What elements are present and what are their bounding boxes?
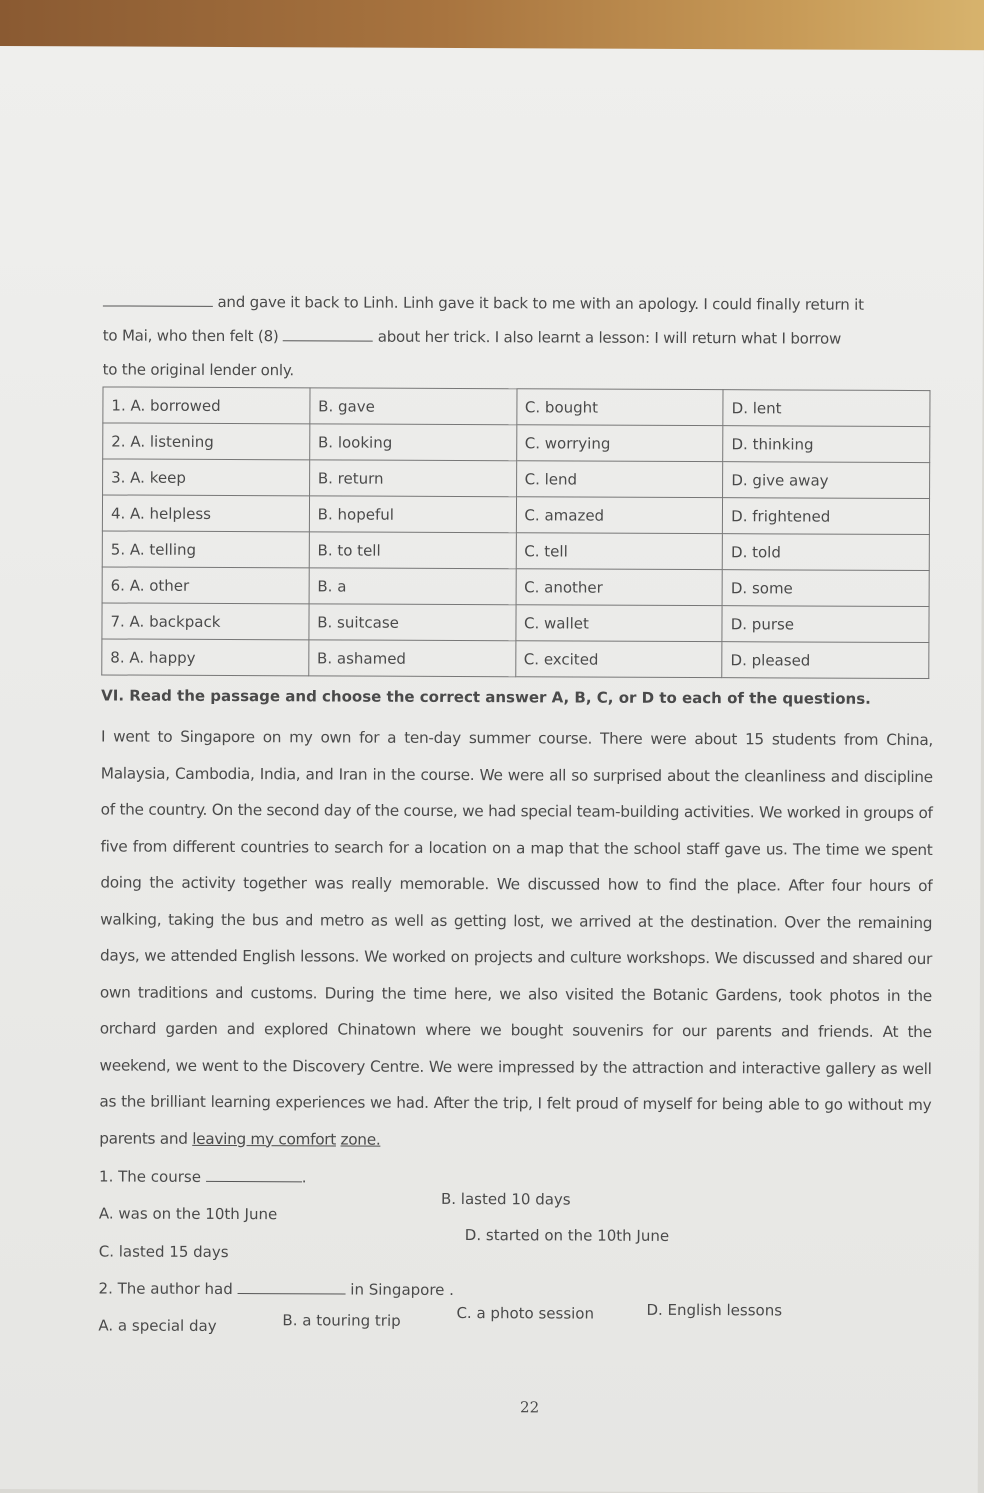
question-2 [99, 1278, 454, 1299]
option-cell: D. some [722, 570, 929, 607]
options-row-8 [102, 639, 929, 679]
option-cell: D. frightened [723, 498, 930, 535]
question-2-stem: 2. The author had [98, 1279, 233, 1299]
q2-option-d[interactable]: D. English lessons [646, 1300, 783, 1320]
q1-option-a[interactable]: A. was on the 10th June [98, 1204, 278, 1224]
q2-option-a[interactable]: A. a special day [98, 1316, 217, 1335]
intro-paragraph [103, 284, 933, 390]
option-cell: 3. A. keep [103, 459, 310, 496]
reading-passage [99, 718, 933, 1160]
options-row-7 [102, 603, 929, 643]
worksheet-page [0, 46, 984, 1493]
answer-blank-7[interactable] [103, 291, 213, 306]
option-cell: B. return [309, 460, 516, 497]
options-table [101, 386, 930, 679]
section-title: VI. Read the passage and choose the correct answer A, B, C, or D to each of the questions. [101, 686, 871, 708]
option-cell: B. hopeful [309, 496, 516, 533]
underlined-phrase: leaving my comfort [192, 1129, 337, 1148]
option-cell: D. pleased [722, 642, 929, 679]
option-cell: D. thinking [723, 426, 930, 463]
option-cell: C. another [516, 569, 723, 606]
option-cell: B. a [309, 568, 516, 605]
question-1-blank[interactable] [206, 1167, 302, 1182]
q1-option-b[interactable]: B. lasted 10 days [440, 1189, 571, 1209]
option-cell: C. bought [516, 389, 723, 426]
option-cell: 5. A. telling [102, 531, 309, 568]
option-cell: B. looking [309, 424, 516, 461]
q2-option-b[interactable]: B. a touring trip [282, 1311, 401, 1330]
q1-option-d[interactable]: D. started on the 10th June [464, 1226, 670, 1245]
option-cell: 4. A. helpless [102, 495, 309, 532]
question-1 [99, 1166, 307, 1186]
option-cell: C. wallet [515, 605, 722, 642]
question-2-blank[interactable] [238, 1279, 346, 1294]
underlined-phrase-end: zone. [340, 1129, 381, 1149]
question-1-stem: 1. The course [99, 1167, 201, 1186]
option-cell: B. ashamed [309, 640, 516, 677]
q2-option-c[interactable]: C. a photo session [456, 1304, 595, 1323]
options-row-3 [103, 459, 930, 499]
options-row-6 [102, 567, 929, 607]
answer-blank-8[interactable] [283, 326, 373, 341]
option-cell: C. amazed [516, 497, 723, 534]
option-cell: 7. A. backpack [102, 603, 309, 640]
option-cell: D. give away [723, 462, 930, 499]
q1-option-c[interactable]: C. lasted 15 days [98, 1242, 229, 1262]
options-row-5 [102, 531, 929, 571]
option-cell: D. told [722, 534, 929, 571]
intro-line-2b: about her trick. I also learnt a lesson: I will return what I borrow [377, 327, 842, 348]
intro-line-3: to the original lender only. [102, 360, 295, 380]
option-cell: 6. A. other [102, 567, 309, 604]
options-row-2 [103, 423, 930, 463]
page-number: 22 [520, 1398, 540, 1417]
option-cell: C. tell [516, 533, 723, 570]
intro-line-2a: to Mai, who then felt (8) [102, 326, 279, 346]
option-cell: B. gave [310, 388, 517, 425]
option-cell: B. suitcase [309, 604, 516, 641]
options-row-4 [102, 495, 929, 535]
option-cell: C. lend [516, 461, 723, 498]
option-cell: D. purse [722, 606, 929, 643]
question-2-end: in Singapore . [350, 1280, 455, 1299]
option-cell: 8. A. happy [102, 639, 309, 676]
option-cell: C. worrying [516, 425, 723, 462]
option-cell: D. lent [723, 390, 930, 427]
options-row-1 [103, 387, 930, 427]
question-1-end: . [301, 1168, 307, 1187]
option-cell: 1. A. borrowed [103, 387, 310, 424]
passage-text: I went to Singapore on my own for a ten-day summer course. There were about 15 students from China, Malaysia, Cambodia, India, and Iran in the course. We were all so surprised about the cleanliness and discipline of the country. On the second day of the course, we had special team-building activities. We worked in groups of five from different countries to search for a location on a map that the school staff gave us. The time we spent doing the activity together was really memorable. We discussed how to find the place. After four hours of walking, taking the bus and metro as well as getting lost, we arrived at the destination. Over the remaining days, we attended English lessons. We worked on projects and culture workshops. We discussed and shared our own traditions and customs. During the time here, we also visited the Botanic Gardens, took photos in the orchard garden and explored Chinatown where we bought souvenirs for our parents and friends. At the weekend, we went to the Discovery Centre. We were impressed by the attraction and interactive gallery as well as the brilliant learning experiences we had. After the trip, I felt proud of myself for being able to go without my parents and [99, 727, 934, 1148]
option-cell: C. excited [515, 641, 722, 678]
option-cell: 2. A. listening [103, 423, 310, 460]
intro-line-1: and gave it back to Linh. Linh gave it back to me with an apology. I could finally return it [217, 292, 864, 314]
option-cell: B. to tell [309, 532, 516, 569]
